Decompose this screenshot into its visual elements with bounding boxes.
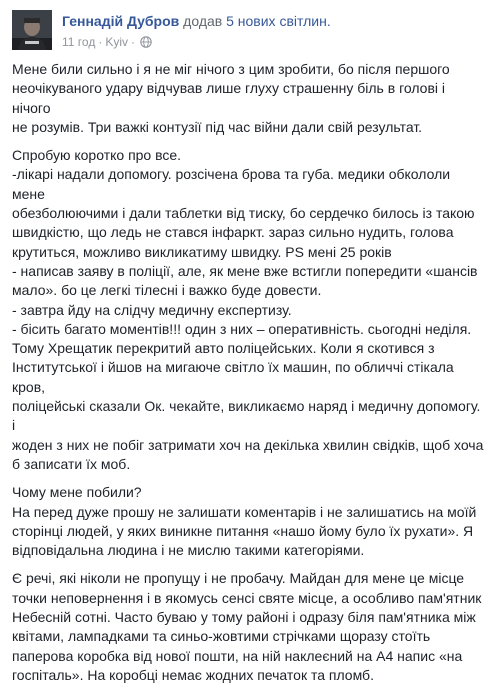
text-line: - написав заяву в поліції, але, як мене вже встигли попередити «шансів: [12, 262, 478, 279]
avatar[interactable]: [12, 10, 52, 50]
text-line: Спробую коротко про все.: [12, 147, 182, 164]
text-line: Чому мене побили?: [12, 484, 142, 501]
author-name[interactable]: Геннадій Дубров: [62, 13, 180, 29]
photos-link[interactable]: 5 нових світлин.: [226, 13, 331, 29]
text-line: - бісить багато моментів!!! один з них – оперативність. сьогодні неділя.: [12, 320, 472, 337]
text-line: госпіталь». На коробці немає жодних печаток та пломб.: [12, 666, 374, 683]
meta-separator-2: ·: [131, 35, 135, 49]
text-line: - завтра йду на слідчу медичну експертизу.: [12, 301, 292, 318]
text-line: б записати їх моб.: [12, 455, 131, 472]
post-paragraph: [12, 60, 484, 137]
text-line: Мене били сильно і я не міг нічого з цим зробити, бо після першого: [12, 61, 450, 77]
text-line: поліцейські сказали Ок. чекайте, викликаємо наряд і медичну допомогу. і: [12, 398, 481, 434]
post-meta: [62, 34, 152, 50]
post-header: [12, 10, 485, 54]
paragraph-gap: [12, 137, 484, 146]
text-line: жоден з них не побіг затримати хоч на декілька хвилин свідків, щоб хоча: [12, 436, 484, 453]
post-paragraph: [12, 146, 484, 474]
text-line: відповідальна людина і не мислю такими категоріями.: [12, 542, 365, 559]
post-paragraph: [12, 569, 484, 685]
post-action-text: додав: [183, 13, 223, 29]
text-line: -лікарі надали допомогу. розсічена брова та губа. медики обкололи мене: [12, 166, 451, 202]
text-line: крутиться, можливо викликатиму швидку. PS мені 25 років: [12, 243, 392, 260]
text-line: швидкістю, що ледь не стався інфаркт. зараз сильно нудить, голова: [12, 224, 454, 241]
text-line: Є речі, які ніколи не пропущу і не пробачу. Майдан для мене це місце: [12, 570, 465, 587]
text-line: Тому Хрещатик перекритий авто поліцейських. Коли я скотився з: [12, 340, 435, 357]
text-line: Інститутської і йшов на мигаюче світло їх машин, по обличчі стікала кров,: [12, 359, 454, 395]
text-line: паперова коробка від нової пошти, на ній наклеєний на А4 напис «на: [12, 647, 463, 664]
location[interactable]: Kyiv: [105, 35, 128, 49]
text-line: Небесній сотні. Часто буваю у тому районі і одразу біля пам'ятника між: [12, 609, 476, 626]
text-line: сторінці людей, у яких виникне питання «нашо йому було їх рухати». Я: [12, 522, 474, 539]
author-line: [62, 12, 331, 30]
text-line: На перед дуже прошу не залишати коментарів і не залишатись на моїй: [12, 503, 477, 520]
text-line: обезболюючими і дали таблетки від тиску, бо сердечко билось із такою: [12, 205, 475, 222]
globe-icon[interactable]: [140, 36, 152, 48]
paragraph-gap: [12, 474, 484, 483]
text-line: мало». бо це легкі тілесні і важко буде довести.: [12, 282, 322, 299]
text-line: не розумів. Три важкі контузії під час війни дали свій результат.: [12, 118, 423, 135]
timestamp[interactable]: 11 год: [62, 35, 96, 49]
paragraph-gap: [12, 560, 484, 569]
meta-separator: ·: [98, 35, 103, 49]
text-line: квітами, лампадками та синьо-жовтими стрічками щоразу стоїть: [12, 628, 431, 645]
text-line: неочікуваного удару відчував лише глуху страшенну біль в голові і нічого: [12, 80, 446, 116]
post-body: [12, 60, 484, 685]
post-paragraph: [12, 483, 484, 560]
text-line: точки неповернення і в якомусь сенсі святе місце, а особливо пам'ятник: [12, 589, 482, 606]
